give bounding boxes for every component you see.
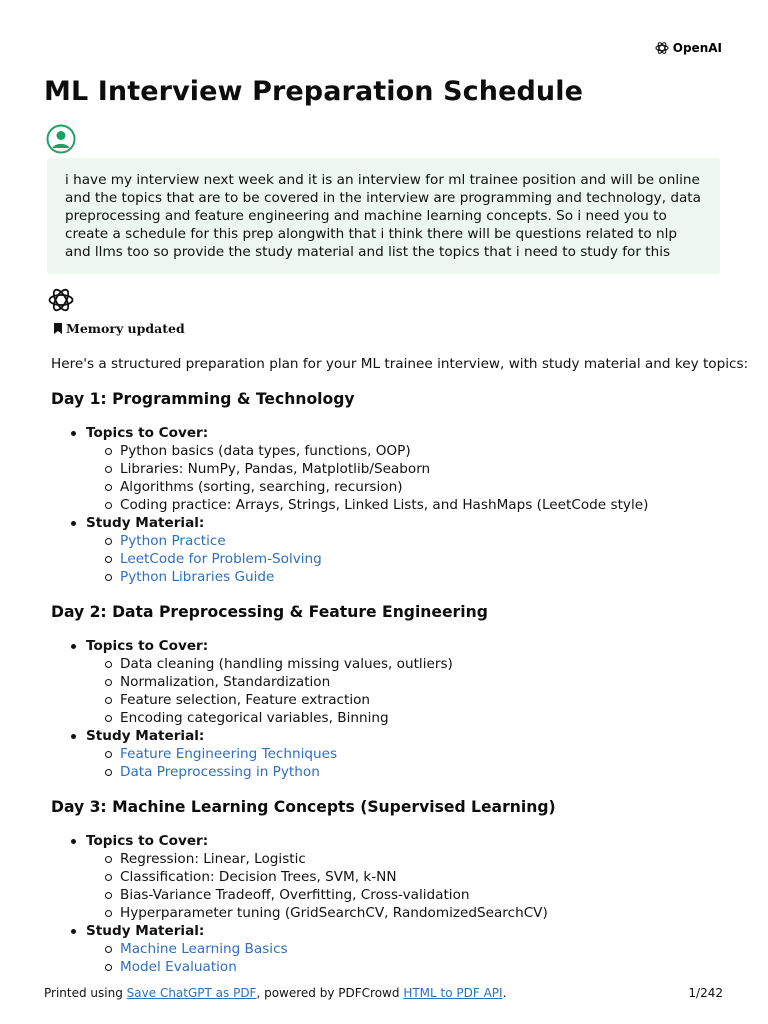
user-message (47, 158, 720, 274)
material-label: Study Material: (86, 923, 205, 939)
material-label: Study Material: (86, 728, 205, 744)
topic-item: Algorithms (sorting, searching, recursion) (86, 478, 648, 496)
openai-brand (654, 40, 722, 56)
memory-icon (52, 322, 64, 335)
topic-item: Encoding categorical variables, Binning (86, 709, 453, 727)
day-2-list (51, 637, 453, 781)
page-number: 1/242 (688, 986, 723, 1000)
material-entry (86, 532, 648, 550)
user-message-text: i have my interview next week and it is an interview for ml trainee position and will be online and the topics that are to be covered in the interview are programming and technology, data preprocessing and feature engineering and machine learning concepts. So i need you to create a schedule for this prep alongwith that i think there will be questions related to nlp and llms too so provide the study material and list the topics that i need to study for this (65, 172, 701, 260)
material-item (51, 922, 548, 976)
material-link[interactable]: Python Practice (120, 533, 226, 549)
print-footer (44, 986, 506, 1000)
html-to-pdf-link[interactable]: HTML to PDF API (403, 986, 503, 1000)
memory-updated (52, 321, 185, 336)
material-link[interactable]: Machine Learning Basics (120, 941, 288, 957)
memory-label: Memory updated (66, 321, 185, 336)
material-item (51, 727, 453, 781)
topics-label: Topics to Cover: (86, 638, 209, 654)
footer-end: . (502, 986, 507, 1000)
brand-name: OpenAI (672, 41, 722, 55)
material-link[interactable]: LeetCode for Problem-Solving (120, 551, 322, 567)
topics-label: Topics to Cover: (86, 425, 209, 441)
material-label: Study Material: (86, 515, 205, 531)
topics-item (51, 832, 548, 922)
topic-item: Classification: Decision Trees, SVM, k-NN (86, 868, 548, 886)
material-entry (86, 550, 648, 568)
topic-item: Regression: Linear, Logistic (86, 850, 548, 868)
day-1-title: Day 1: Programming & Technology (51, 390, 355, 408)
openai-logo-icon (654, 40, 670, 56)
material-entry (86, 568, 648, 586)
save-chatgpt-link[interactable]: Save ChatGPT as PDF (126, 986, 257, 1000)
topic-item: Libraries: NumPy, Pandas, Matplotlib/Seaborn (86, 460, 648, 478)
day-3-list (51, 832, 548, 976)
material-entry (86, 940, 548, 958)
material-entry (86, 958, 548, 976)
topic-item: Hyperparameter tuning (GridSearchCV, RandomizedSearchCV) (86, 904, 548, 922)
assistant-intro: Here's a structured preparation plan for your ML trainee interview, with study material and key topics: (51, 356, 749, 372)
topic-item: Normalization, Standardization (86, 673, 453, 691)
topic-item: Data cleaning (handling missing values, outliers) (86, 655, 453, 673)
material-link[interactable]: Feature Engineering Techniques (120, 746, 338, 762)
chatgpt-avatar-icon (46, 285, 76, 315)
topics-item (51, 424, 648, 514)
material-entry (86, 745, 453, 763)
material-link[interactable]: Python Libraries Guide (120, 569, 275, 585)
topic-item: Coding practice: Arrays, Strings, Linked Lists, and HashMaps (LeetCode style) (86, 496, 648, 514)
page-title: ML Interview Preparation Schedule (44, 76, 584, 107)
day-2-title: Day 2: Data Preprocessing & Feature Engineering (51, 603, 488, 621)
material-link[interactable]: Data Preprocessing in Python (120, 764, 320, 780)
material-link[interactable]: Model Evaluation (120, 959, 237, 975)
user-avatar-icon (46, 124, 76, 154)
day-3-title: Day 3: Machine Learning Concepts (Supervised Learning) (51, 798, 556, 816)
topics-item (51, 637, 453, 727)
day-1-list (51, 424, 648, 586)
topics-label: Topics to Cover: (86, 833, 209, 849)
material-item (51, 514, 648, 586)
topic-item: Python basics (data types, functions, OOP) (86, 442, 648, 460)
footer-powered-by: , powered by PDFCrowd (256, 986, 400, 1000)
topic-item: Feature selection, Feature extraction (86, 691, 453, 709)
footer-printed-using: Printed using (44, 986, 123, 1000)
topic-item: Bias-Variance Tradeoff, Overfitting, Cross-validation (86, 886, 548, 904)
material-entry (86, 763, 453, 781)
